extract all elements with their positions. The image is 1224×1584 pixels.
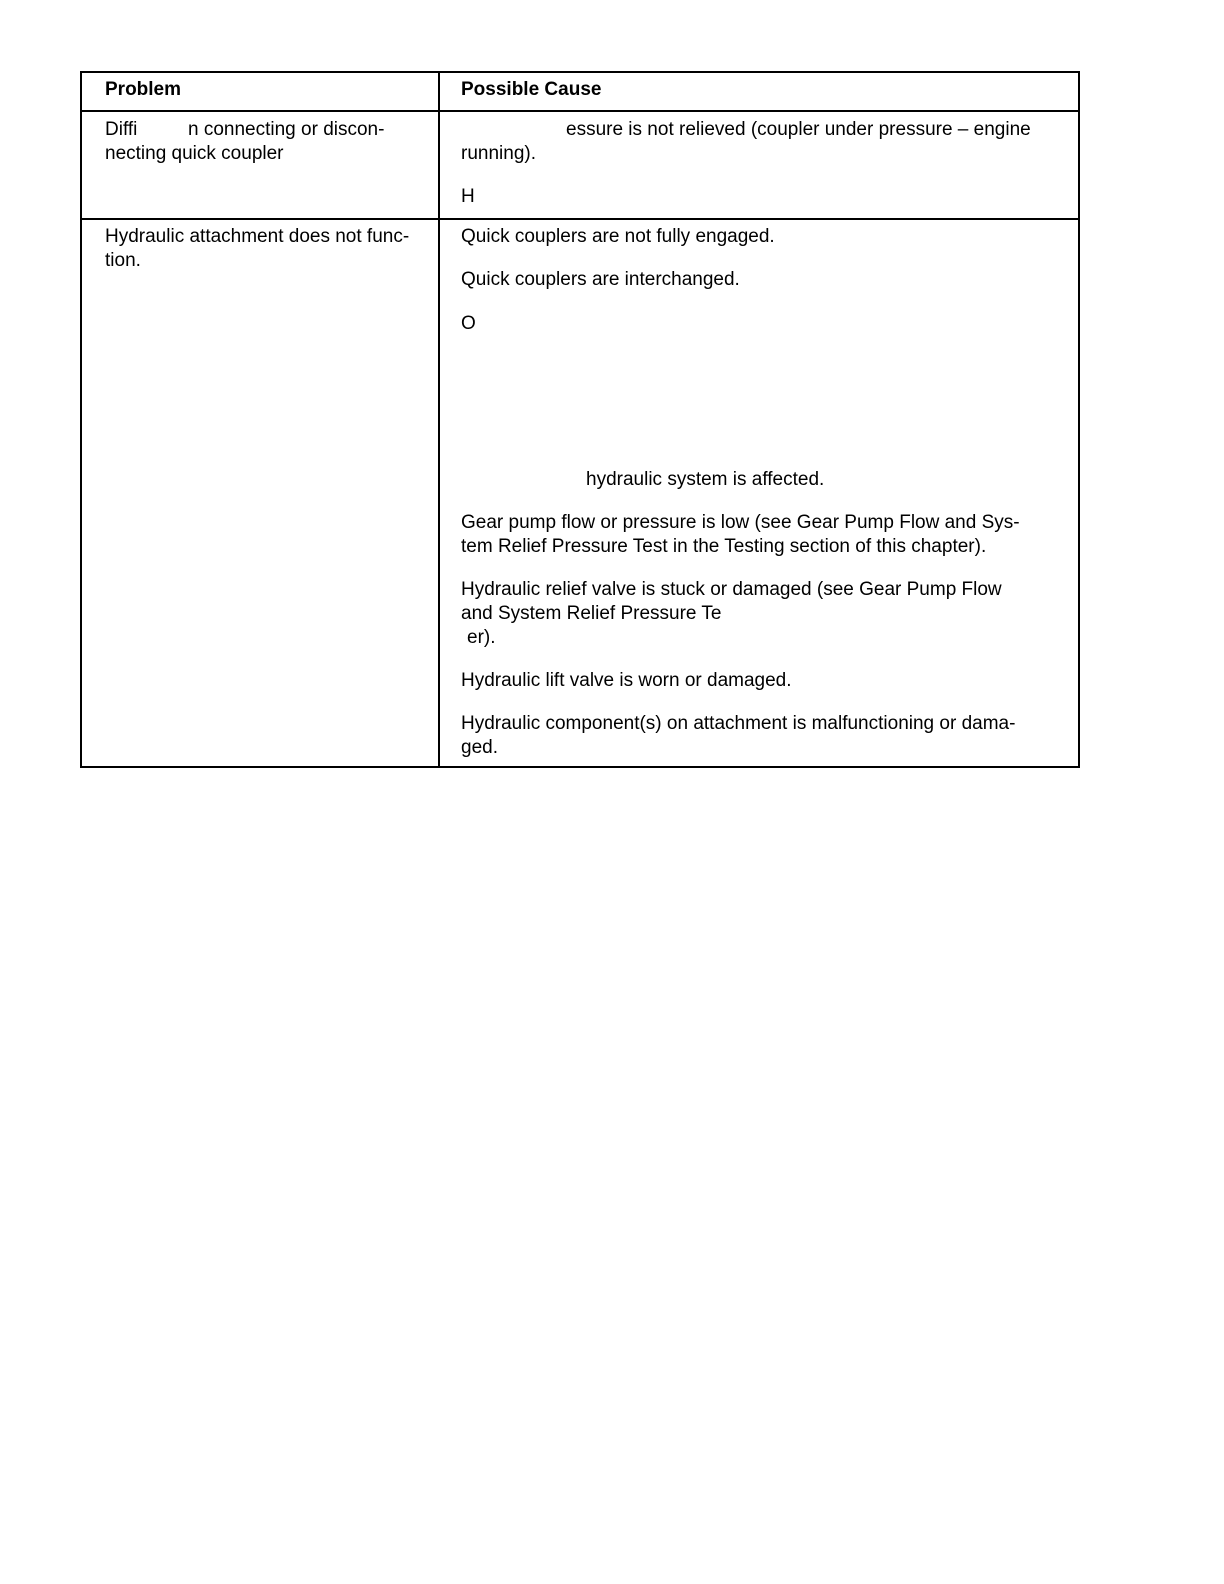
row2-cause1: Quick couplers are not fully engaged.	[461, 226, 775, 247]
row1-cause1-line1: essure is not relieved (coupler under pressure – engine	[566, 119, 1031, 140]
row2-problem-line1: Hydraulic attachment does not func-	[105, 226, 410, 247]
row2-cause6-line2: and System Relief Pressure Te	[461, 603, 722, 624]
row1-cause2: H	[461, 186, 475, 207]
row2-cause4: hydraulic system is affected.	[586, 469, 825, 490]
row1-problem-line2: necting quick coupler	[105, 143, 284, 164]
row2-cause6-line3: er).	[467, 627, 496, 648]
row1-problem-fragment-a: Diffi	[105, 119, 138, 140]
row-divider	[82, 218, 1078, 220]
row2-cause7: Hydraulic lift valve is worn or damaged.	[461, 670, 792, 691]
row2-cause6-line1: Hydraulic relief valve is stuck or damaged (see Gear Pump Flow	[461, 579, 1002, 600]
row2-cause8-line2: ged.	[461, 737, 498, 758]
row1-cause1-line2: running).	[461, 143, 536, 164]
row2-cause5-line2: tem Relief Pressure Test in the Testing section of this chapter).	[461, 536, 987, 557]
row2-cause8-line1: Hydraulic component(s) on attachment is malfunctioning or dama-	[461, 713, 1016, 734]
troubleshooting-table	[80, 71, 1080, 768]
header-possible-cause: Possible Cause	[461, 79, 602, 100]
column-divider	[438, 73, 440, 766]
row1-problem-fragment-b: n connecting or discon-	[188, 119, 385, 140]
header-divider	[82, 110, 1078, 112]
row2-problem-line2: tion.	[105, 250, 141, 271]
header-problem: Problem	[105, 79, 182, 100]
row2-cause5-line1: Gear pump flow or pressure is low (see Gear Pump Flow and Sys-	[461, 512, 1020, 533]
row2-cause2: Quick couplers are interchanged.	[461, 269, 740, 290]
row2-cause3: O	[461, 313, 476, 334]
